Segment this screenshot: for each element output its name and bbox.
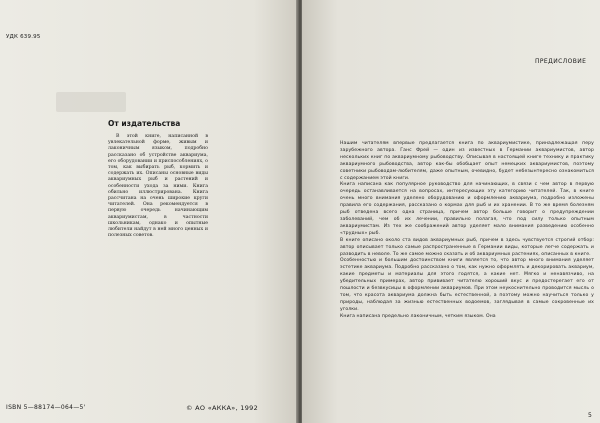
udk-code: УДК 639.95 — [6, 34, 41, 40]
preface-paragraph: В книге описано около ста видов аквариумных рыб, причем в здесь чувствуется строгий отбор: автор описывает только самые распространенные в Германии виды, которые легче содержать и разводить в неволе. То же самое можно сказать и об аквариумных растениях, описанных в книге. — [340, 237, 594, 257]
isbn: ISBN 5—88174—064—5' — [6, 404, 86, 411]
preface-paragraph: Нашим читателям впервые предлагается книга по аквариумистике, принадлежащая перу зарубежного автора. Ганс Фрей — один из известных в Германии аквариумистов, автор нескольких книг по аквариумному рыбоводству. Описывая в настоящей книге технику и практику аквариумного рыбоводства, автор как-бы обобщает опыт немецких аквариумистов, поэтому советники рыбоводам-любителям, даже опытным, очевидно, будет небезынтересно ознакомиться с содержанием этой книги. — [340, 141, 594, 181]
left-page — [0, 0, 298, 423]
preface-paragraph: Книга написана предельно лаконичным, четким языком. Она — [340, 313, 496, 319]
faint-show-through — [56, 92, 126, 112]
preface-heading: ПРЕДИСЛОВИЕ — [535, 58, 587, 65]
copyright: © АО «АККА», 1992 — [186, 404, 259, 412]
publisher-note-text: В этой книге, написанной в увлекательной форме, живым и лаконичным языком, подробно рассказано об устройстве аквариума, его оборудовании и приспособлениях, о том, как выбирать рыб, кормить и содержать их. Описаны основные виды аквариумных рыб и растений и особенности ухода за ними. Книга обильно иллюстрирована. Книга рассчитана на очень широкие круги читателей. Она рекомендуется в первую очередь начинающим аквариумистам, в частности школьникам, однако и опытные любители найдут в ней много ценных и полезных советов. — [108, 134, 208, 239]
preface-paragraph: Особенностью и большим достоинством книги является то, что автор много внимания уделяет эстетике аквариума. Подробно рассказано о том, как нужно оформлять и декорировать аквариум, какие предметы и материалы для этого годятся, а какие нет. Мягко и ненавязчиво, на убедительных примерах, автор прививает читателю хороший вкус и предостерегает его от пошлости и безвкусицы в оформлении аквариумов. При этом неукоснительно проводится мысль о том, что красота аквариума должна быть естественной, а поэтому можно научиться только у природы, наблюдая за жизнью естественных водоемов, заглядывая в самые сокровенные их уголки. — [340, 258, 594, 312]
page-number: 5 — [588, 412, 592, 419]
right-page — [302, 0, 600, 423]
publisher-note-heading: От издательства — [108, 119, 181, 128]
preface-paragraph: Книга написана как популярное руководство для начинающих, в связи с чем автор в первую очередь останавливается на вопросах, интересующих эту категорию читателей. Так, в книге очень много внимания уделено оборудованию и оформлению аквариума, подробно изложены правила его содержания, рассказано о кормах для рыб и их хранении. В то же время болезням рыб отведена всего одна страница, причем автор больше говорит о предупреждении заболеваний, чем об их лечении, правильно полагая, что под силу только опытным аквариумистам. Из тех же соображений автор уделяет мало внимания разведению особенно «трудных» рыб. — [340, 182, 594, 236]
preface-text — [340, 141, 594, 321]
